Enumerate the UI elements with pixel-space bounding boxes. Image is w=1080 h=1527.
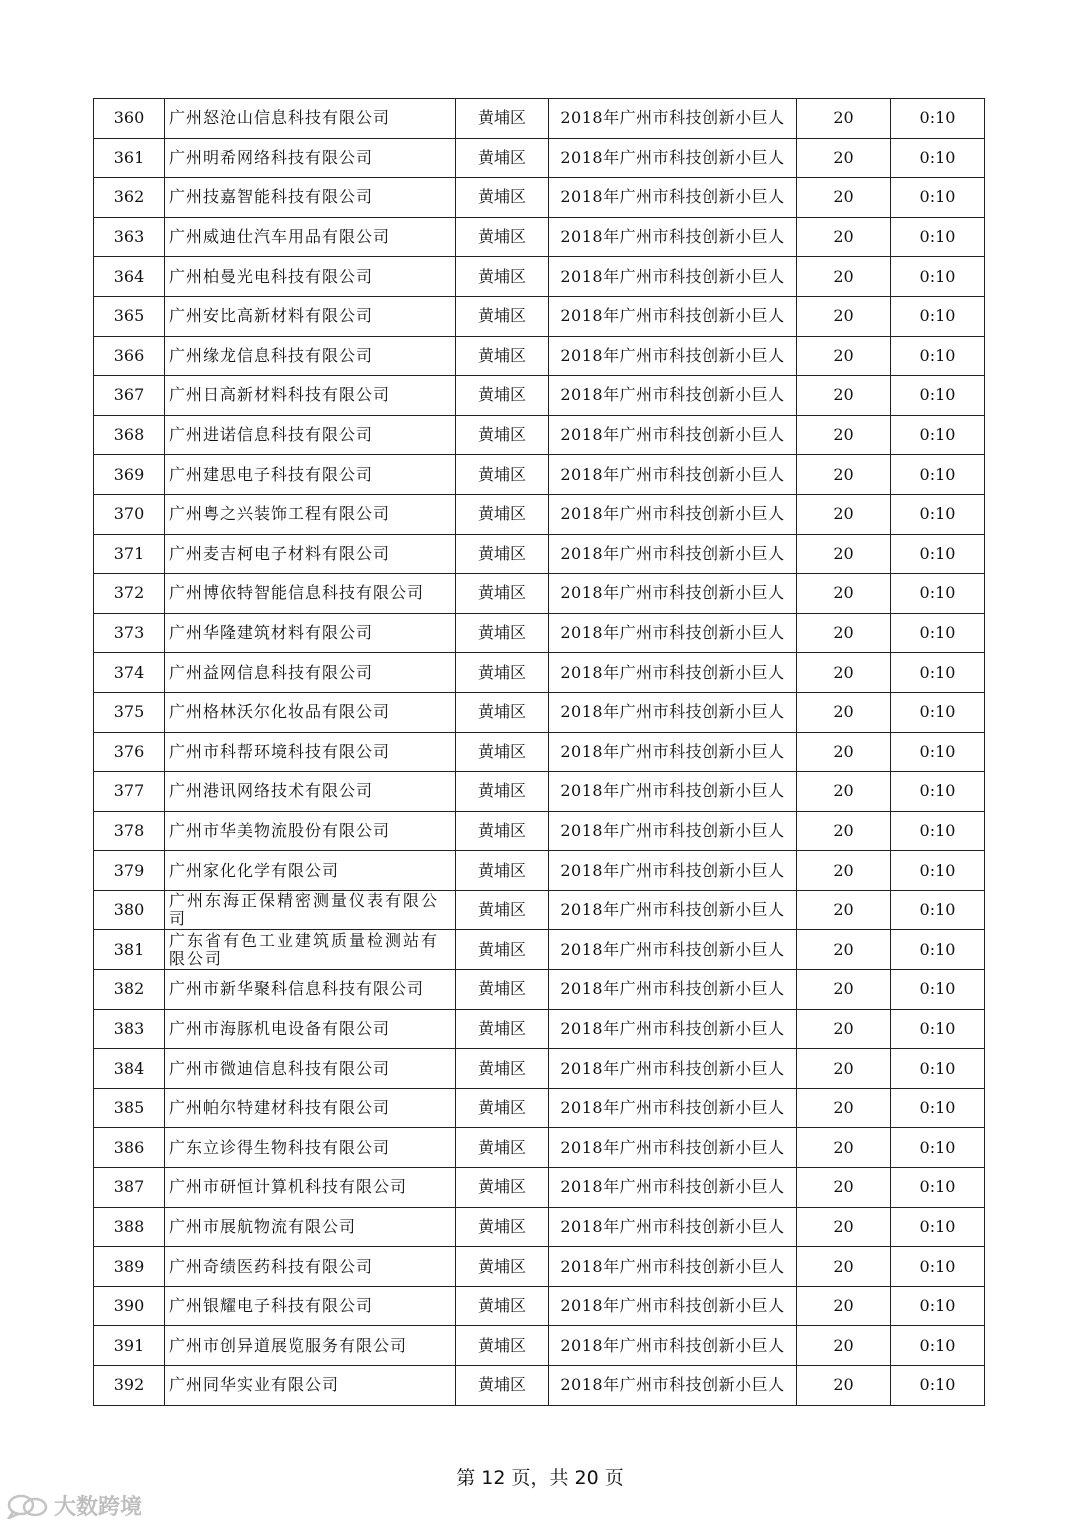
table-row	[94, 257, 985, 297]
company-name-cell: 广州安比高新材料有限公司	[165, 296, 456, 336]
company-name-cell: 广州帕尔特建材科技有限公司	[165, 1088, 456, 1128]
award-type-cell: 2018年广州市科技创新小巨人	[549, 811, 797, 851]
award-type-cell: 2018年广州市科技创新小巨人	[549, 1207, 797, 1247]
ratio-cell: 0:10	[891, 1286, 985, 1326]
watermark-text: 大数跨境	[54, 1495, 143, 1520]
company-name-cell: 广州市海豚机电设备有限公司	[165, 1009, 456, 1049]
company-name-cell: 广州华隆建筑材料有限公司	[165, 613, 456, 653]
row-number-cell: 371	[94, 534, 165, 574]
table-row	[94, 930, 985, 970]
company-name-cell: 广州同华实业有限公司	[165, 1366, 456, 1406]
table-row	[94, 138, 985, 178]
district-cell: 黄埔区	[456, 613, 549, 653]
table-row	[94, 613, 985, 653]
district-cell: 黄埔区	[456, 1009, 549, 1049]
row-number-cell: 369	[94, 455, 165, 495]
award-type-cell: 2018年广州市科技创新小巨人	[549, 1286, 797, 1326]
score-cell: 20	[797, 1207, 891, 1247]
district-cell: 黄埔区	[456, 772, 549, 812]
ratio-cell: 0:10	[891, 99, 985, 139]
score-cell: 20	[797, 890, 891, 930]
score-cell: 20	[797, 970, 891, 1010]
award-type-cell: 2018年广州市科技创新小巨人	[549, 99, 797, 139]
page-number: 第 12 页，共 20 页	[456, 1467, 624, 1489]
table-row	[94, 1286, 985, 1326]
table-row	[94, 574, 985, 614]
score-cell: 20	[797, 732, 891, 772]
company-name-cell: 广州益网信息科技有限公司	[165, 653, 456, 693]
table-row	[94, 99, 985, 139]
table-row	[94, 851, 985, 891]
row-number-cell: 385	[94, 1088, 165, 1128]
award-type-cell: 2018年广州市科技创新小巨人	[549, 970, 797, 1010]
table-row	[94, 1207, 985, 1247]
score-cell: 20	[797, 930, 891, 970]
ratio-cell: 0:10	[891, 534, 985, 574]
district-cell: 黄埔区	[456, 296, 549, 336]
score-cell: 20	[797, 296, 891, 336]
company-name-cell: 广州市研恒计算机科技有限公司	[165, 1168, 456, 1208]
table-row	[94, 1168, 985, 1208]
table-row	[94, 653, 985, 693]
score-cell: 20	[797, 217, 891, 257]
row-number-cell: 373	[94, 613, 165, 653]
score-cell: 20	[797, 1088, 891, 1128]
table-row	[94, 692, 985, 732]
table-row	[94, 296, 985, 336]
district-cell: 黄埔区	[456, 1168, 549, 1208]
ratio-cell: 0:10	[891, 217, 985, 257]
company-name-cell: 广州博依特智能信息科技有限公司	[165, 574, 456, 614]
district-cell: 黄埔区	[456, 930, 549, 970]
company-name-cell: 广州市创异道展览服务有限公司	[165, 1326, 456, 1366]
award-type-cell: 2018年广州市科技创新小巨人	[549, 692, 797, 732]
ratio-cell: 0:10	[891, 415, 985, 455]
company-name-cell: 广州市微迪信息科技有限公司	[165, 1049, 456, 1089]
row-number-cell: 390	[94, 1286, 165, 1326]
row-number-cell: 381	[94, 930, 165, 970]
district-cell: 黄埔区	[456, 1088, 549, 1128]
table-row	[94, 1326, 985, 1366]
district-cell: 黄埔区	[456, 574, 549, 614]
score-cell: 20	[797, 376, 891, 416]
row-number-cell: 378	[94, 811, 165, 851]
award-type-cell: 2018年广州市科技创新小巨人	[549, 534, 797, 574]
award-type-cell: 2018年广州市科技创新小巨人	[549, 257, 797, 297]
table-row	[94, 732, 985, 772]
district-cell: 黄埔区	[456, 851, 549, 891]
award-type-cell: 2018年广州市科技创新小巨人	[549, 1326, 797, 1366]
company-list-table	[93, 98, 985, 1406]
score-cell: 20	[797, 455, 891, 495]
award-type-cell: 2018年广州市科技创新小巨人	[549, 732, 797, 772]
row-number-cell: 364	[94, 257, 165, 297]
ratio-cell: 0:10	[891, 1168, 985, 1208]
table-row	[94, 890, 985, 930]
district-cell: 黄埔区	[456, 732, 549, 772]
row-number-cell: 365	[94, 296, 165, 336]
ratio-cell: 0:10	[891, 732, 985, 772]
score-cell: 20	[797, 415, 891, 455]
row-number-cell: 391	[94, 1326, 165, 1366]
score-cell: 20	[797, 534, 891, 574]
district-cell: 黄埔区	[456, 376, 549, 416]
score-cell: 20	[797, 692, 891, 732]
score-cell: 20	[797, 811, 891, 851]
score-cell: 20	[797, 613, 891, 653]
row-number-cell: 370	[94, 494, 165, 534]
district-cell: 黄埔区	[456, 1128, 549, 1168]
score-cell: 20	[797, 851, 891, 891]
award-type-cell: 2018年广州市科技创新小巨人	[549, 455, 797, 495]
table-row	[94, 1088, 985, 1128]
row-number-cell: 361	[94, 138, 165, 178]
ratio-cell: 0:10	[891, 1049, 985, 1089]
row-number-cell: 360	[94, 99, 165, 139]
table-row	[94, 376, 985, 416]
table-row	[94, 534, 985, 574]
table-row	[94, 455, 985, 495]
score-cell: 20	[797, 1366, 891, 1406]
company-name-cell: 广州粤之兴装饰工程有限公司	[165, 494, 456, 534]
company-name-cell: 广东立诊得生物科技有限公司	[165, 1128, 456, 1168]
company-name-cell: 广州建思电子科技有限公司	[165, 455, 456, 495]
district-cell: 黄埔区	[456, 970, 549, 1010]
row-number-cell: 362	[94, 178, 165, 218]
score-cell: 20	[797, 1168, 891, 1208]
table-row	[94, 178, 985, 218]
ratio-cell: 0:10	[891, 692, 985, 732]
district-cell: 黄埔区	[456, 811, 549, 851]
ratio-cell: 0:10	[891, 772, 985, 812]
award-type-cell: 2018年广州市科技创新小巨人	[549, 217, 797, 257]
row-number-cell: 382	[94, 970, 165, 1010]
row-number-cell: 383	[94, 1009, 165, 1049]
score-cell: 20	[797, 1286, 891, 1326]
district-cell: 黄埔区	[456, 336, 549, 376]
district-cell: 黄埔区	[456, 1286, 549, 1326]
row-number-cell: 368	[94, 415, 165, 455]
score-cell: 20	[797, 772, 891, 812]
company-name-cell: 广州市展航物流有限公司	[165, 1207, 456, 1247]
row-number-cell: 377	[94, 772, 165, 812]
score-cell: 20	[797, 178, 891, 218]
district-cell: 黄埔区	[456, 178, 549, 218]
company-name-cell: 广州市科帮环境科技有限公司	[165, 732, 456, 772]
table-row	[94, 217, 985, 257]
award-type-cell: 2018年广州市科技创新小巨人	[549, 653, 797, 693]
table-body	[94, 99, 985, 1406]
row-number-cell: 363	[94, 217, 165, 257]
score-cell: 20	[797, 653, 891, 693]
score-cell: 20	[797, 1009, 891, 1049]
award-type-cell: 2018年广州市科技创新小巨人	[549, 178, 797, 218]
company-name-cell: 广州怒沧山信息科技有限公司	[165, 99, 456, 139]
company-name-cell: 广州明希网络科技有限公司	[165, 138, 456, 178]
ratio-cell: 0:10	[891, 494, 985, 534]
award-type-cell: 2018年广州市科技创新小巨人	[549, 1247, 797, 1287]
award-type-cell: 2018年广州市科技创新小巨人	[549, 851, 797, 891]
row-number-cell: 384	[94, 1049, 165, 1089]
table-row	[94, 1128, 985, 1168]
ratio-cell: 0:10	[891, 178, 985, 218]
ratio-cell: 0:10	[891, 1366, 985, 1406]
ratio-cell: 0:10	[891, 1326, 985, 1366]
score-cell: 20	[797, 1247, 891, 1287]
ratio-cell: 0:10	[891, 930, 985, 970]
district-cell: 黄埔区	[456, 455, 549, 495]
table-row	[94, 415, 985, 455]
ratio-cell: 0:10	[891, 1088, 985, 1128]
company-name-cell: 广州日高新材料科技有限公司	[165, 376, 456, 416]
company-name-cell: 广州奇绩医药科技有限公司	[165, 1247, 456, 1287]
award-type-cell: 2018年广州市科技创新小巨人	[549, 574, 797, 614]
company-name-cell: 广州威迪仕汽车用品有限公司	[165, 217, 456, 257]
ratio-cell: 0:10	[891, 257, 985, 297]
award-type-cell: 2018年广州市科技创新小巨人	[549, 376, 797, 416]
table-row	[94, 1247, 985, 1287]
ratio-cell: 0:10	[891, 970, 985, 1010]
ratio-cell: 0:10	[891, 1128, 985, 1168]
ratio-cell: 0:10	[891, 890, 985, 930]
district-cell: 黄埔区	[456, 1049, 549, 1089]
ratio-cell: 0:10	[891, 1247, 985, 1287]
district-cell: 黄埔区	[456, 138, 549, 178]
ratio-cell: 0:10	[891, 336, 985, 376]
table-row	[94, 494, 985, 534]
ratio-cell: 0:10	[891, 574, 985, 614]
district-cell: 黄埔区	[456, 1366, 549, 1406]
score-cell: 20	[797, 138, 891, 178]
table-row	[94, 970, 985, 1010]
district-cell: 黄埔区	[456, 534, 549, 574]
company-name-cell: 广州东海正保精密测量仪表有限公司	[165, 890, 456, 930]
ratio-cell: 0:10	[891, 1009, 985, 1049]
company-name-cell: 广州麦吉柯电子材料有限公司	[165, 534, 456, 574]
company-name-cell: 广州进诺信息科技有限公司	[165, 415, 456, 455]
company-name-cell: 广州市华美物流股份有限公司	[165, 811, 456, 851]
row-number-cell: 372	[94, 574, 165, 614]
ratio-cell: 0:10	[891, 138, 985, 178]
district-cell: 黄埔区	[456, 1247, 549, 1287]
award-type-cell: 2018年广州市科技创新小巨人	[549, 930, 797, 970]
row-number-cell: 376	[94, 732, 165, 772]
award-type-cell: 2018年广州市科技创新小巨人	[549, 1009, 797, 1049]
award-type-cell: 2018年广州市科技创新小巨人	[549, 138, 797, 178]
district-cell: 黄埔区	[456, 257, 549, 297]
row-number-cell: 375	[94, 692, 165, 732]
award-type-cell: 2018年广州市科技创新小巨人	[549, 1168, 797, 1208]
district-cell: 黄埔区	[456, 1207, 549, 1247]
row-number-cell: 367	[94, 376, 165, 416]
award-type-cell: 2018年广州市科技创新小巨人	[549, 494, 797, 534]
award-type-cell: 2018年广州市科技创新小巨人	[549, 772, 797, 812]
district-cell: 黄埔区	[456, 692, 549, 732]
table-row	[94, 1049, 985, 1089]
company-name-cell: 广东省有色工业建筑质量检测站有限公司	[165, 930, 456, 970]
district-cell: 黄埔区	[456, 99, 549, 139]
ratio-cell: 0:10	[891, 811, 985, 851]
award-type-cell: 2018年广州市科技创新小巨人	[549, 415, 797, 455]
score-cell: 20	[797, 574, 891, 614]
company-name-cell: 广州技嘉智能科技有限公司	[165, 178, 456, 218]
table-row	[94, 336, 985, 376]
ratio-cell: 0:10	[891, 851, 985, 891]
district-cell: 黄埔区	[456, 494, 549, 534]
chat-bubble-icon	[6, 1493, 50, 1519]
company-name-cell: 广州缘龙信息科技有限公司	[165, 336, 456, 376]
ratio-cell: 0:10	[891, 376, 985, 416]
row-number-cell: 380	[94, 890, 165, 930]
table-row	[94, 811, 985, 851]
ratio-cell: 0:10	[891, 296, 985, 336]
ratio-cell: 0:10	[891, 1207, 985, 1247]
company-name-cell: 广州格林沃尔化妆品有限公司	[165, 692, 456, 732]
district-cell: 黄埔区	[456, 217, 549, 257]
district-cell: 黄埔区	[456, 890, 549, 930]
award-type-cell: 2018年广州市科技创新小巨人	[549, 1088, 797, 1128]
score-cell: 20	[797, 1326, 891, 1366]
district-cell: 黄埔区	[456, 415, 549, 455]
award-type-cell: 2018年广州市科技创新小巨人	[549, 296, 797, 336]
row-number-cell: 386	[94, 1128, 165, 1168]
score-cell: 20	[797, 494, 891, 534]
table-row	[94, 1366, 985, 1406]
row-number-cell: 392	[94, 1366, 165, 1406]
district-cell: 黄埔区	[456, 1326, 549, 1366]
row-number-cell: 389	[94, 1247, 165, 1287]
row-number-cell: 387	[94, 1168, 165, 1208]
score-cell: 20	[797, 1049, 891, 1089]
row-number-cell: 374	[94, 653, 165, 693]
award-type-cell: 2018年广州市科技创新小巨人	[549, 336, 797, 376]
company-name-cell: 广州港讯网络技术有限公司	[165, 772, 456, 812]
table-row	[94, 1009, 985, 1049]
table-row	[94, 772, 985, 812]
score-cell: 20	[797, 257, 891, 297]
district-cell: 黄埔区	[456, 653, 549, 693]
ratio-cell: 0:10	[891, 455, 985, 495]
company-name-cell: 广州银耀电子科技有限公司	[165, 1286, 456, 1326]
ratio-cell: 0:10	[891, 613, 985, 653]
row-number-cell: 379	[94, 851, 165, 891]
award-type-cell: 2018年广州市科技创新小巨人	[549, 1128, 797, 1168]
award-type-cell: 2018年广州市科技创新小巨人	[549, 613, 797, 653]
award-type-cell: 2018年广州市科技创新小巨人	[549, 1366, 797, 1406]
company-name-cell: 广州柏曼光电科技有限公司	[165, 257, 456, 297]
score-cell: 20	[797, 1128, 891, 1168]
company-name-cell: 广州市新华聚科信息科技有限公司	[165, 970, 456, 1010]
score-cell: 20	[797, 99, 891, 139]
watermark	[6, 1490, 142, 1521]
ratio-cell: 0:10	[891, 653, 985, 693]
award-type-cell: 2018年广州市科技创新小巨人	[549, 1049, 797, 1089]
award-type-cell: 2018年广州市科技创新小巨人	[549, 890, 797, 930]
row-number-cell: 388	[94, 1207, 165, 1247]
score-cell: 20	[797, 336, 891, 376]
company-name-cell: 广州家化化学有限公司	[165, 851, 456, 891]
row-number-cell: 366	[94, 336, 165, 376]
